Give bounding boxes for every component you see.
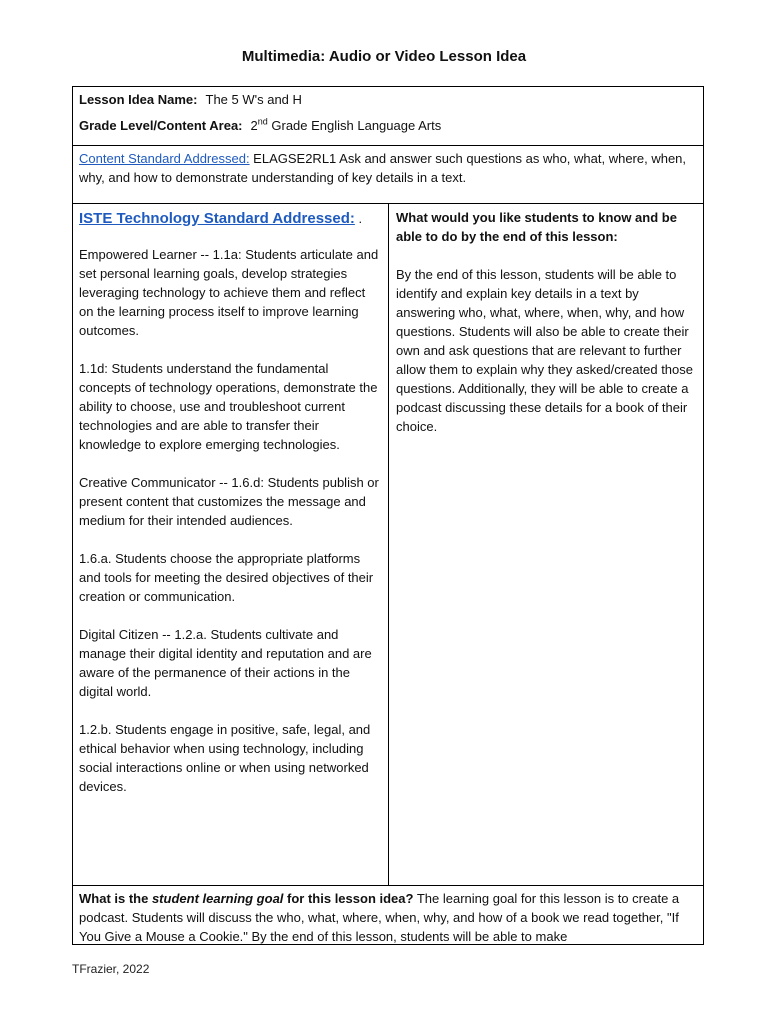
page-title: Multimedia: Audio or Video Lesson Idea xyxy=(241,48,527,65)
iste-paragraph: 1.1d: Students understand the fundamental concepts of technology operations, demonstrate the ability to choose, use and troubleshoot current technologies and are able to transfer their knowledge to explore emerging technologies. xyxy=(79,361,378,452)
lesson-name-value: The 5 W's and H xyxy=(205,92,302,107)
content-standard-link[interactable]: Content Standard Addressed: xyxy=(79,151,250,166)
grade-level-suffix: nd xyxy=(257,116,268,127)
iste-objectives-row xyxy=(73,204,703,886)
iste-heading-suffix: . xyxy=(354,211,363,226)
lesson-name-line xyxy=(79,90,697,109)
learning-goal-text-block xyxy=(79,889,697,944)
iste-standard-cell xyxy=(73,204,389,885)
learning-goal-row xyxy=(73,886,703,944)
objectives-answer: By the end of this lesson, students will be able to identify and explain key details in a text by answering who, what, where, when, why, and how questions. Students will also be able to create their own and ask questions that are relevant to further allow them to explain why they asked/created those questions. Additionally, they will be able to create a podcast discussing these details for a book of their choice. xyxy=(396,267,694,434)
learning-goal-label-emphasis: student learning goal xyxy=(151,891,284,906)
content-standard-row xyxy=(73,146,703,204)
iste-standard-link[interactable]: ISTE Technology Standard Addressed: xyxy=(79,210,355,227)
iste-paragraph: 1.2.b. Students engage in positive, safe, legal, and ethical behavior when using technology, including social interactions online or when using networked devices. xyxy=(79,722,371,794)
learning-goal-label-pre: What is the xyxy=(79,891,152,906)
grade-level-line xyxy=(79,116,697,135)
lesson-info-row xyxy=(73,87,703,146)
grade-level-number: 2 xyxy=(250,118,258,133)
learning-goal-text: The learning goal for this lesson is to create a podcast. Students will discuss the who, what, where, when, why, and how of a book we read together, "If You Give a Mouse a Cookie." By the end of this lesson, students will be able to make xyxy=(79,891,680,944)
iste-paragraph: Empowered Learner -- 1.1a: Students articulate and set personal learning goals, develop strategies leveraging technology to achieve them and reflect on the learning process itself to improve learning outcomes. xyxy=(79,247,379,338)
grade-level-value: Grade English Language Arts xyxy=(267,118,442,133)
lesson-plan-table xyxy=(72,86,704,945)
content-standard-text-block xyxy=(79,149,697,187)
objectives-question: What would you like students to know and be able to do by the end of this lesson: xyxy=(396,210,677,244)
iste-paragraph: 1.6.a. Students choose the appropriate platforms and tools for meeting the desired objectives of their creation or communication. xyxy=(79,551,374,604)
iste-heading-line xyxy=(79,208,382,230)
iste-paragraph: Creative Communicator -- 1.6.d: Students publish or present content that customizes the message and medium for their intended audiences. xyxy=(79,475,379,528)
learning-goal-label-post: for this lesson idea? xyxy=(283,891,414,906)
page-footer: TFrazier, 2022 xyxy=(72,962,150,976)
iste-paragraph: Digital Citizen -- 1.2.a. Students cultivate and manage their digital identity and reputation and are aware of the permanence of their actions in the digital world. xyxy=(79,627,372,699)
lesson-name-label: Lesson Idea Name: xyxy=(79,92,198,107)
objectives-cell xyxy=(389,204,703,885)
content-standard-text: ELAGSE2RL1 Ask and answer such questions as who, what, where, when, why, and how to demonstrate understanding of key details in a text. xyxy=(79,151,687,185)
grade-level-label: Grade Level/Content Area: xyxy=(79,118,243,133)
